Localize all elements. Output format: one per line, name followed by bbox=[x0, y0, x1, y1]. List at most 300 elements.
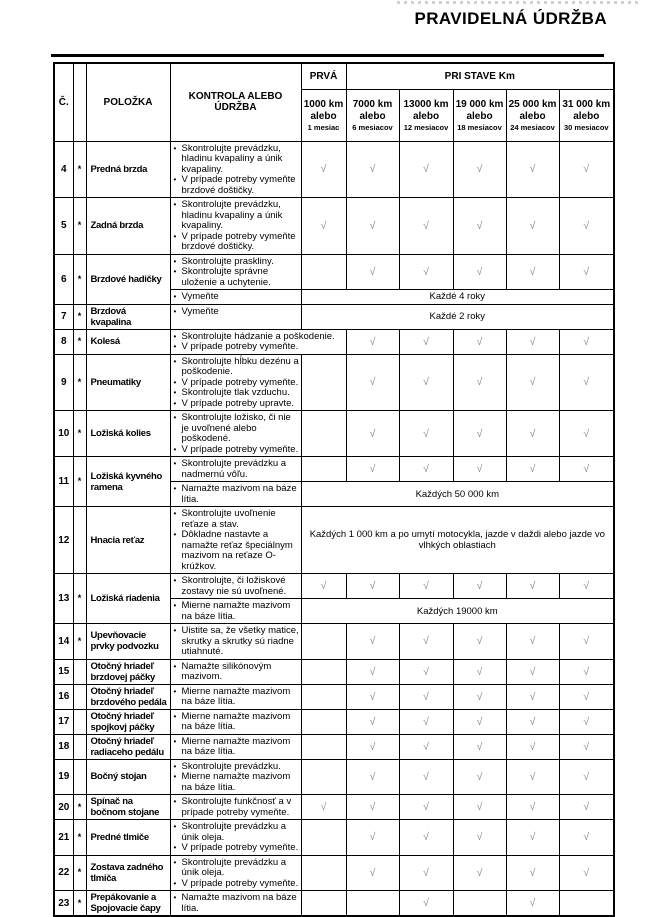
check-mark-cell: √ bbox=[453, 329, 506, 354]
check-mark-cell: √ bbox=[559, 759, 614, 795]
check-mark-cell: √ bbox=[346, 820, 399, 856]
check-mark-cell: √ bbox=[506, 795, 559, 820]
task-text: Skontrolujte prevádzku a nadmernú vôľu. bbox=[181, 458, 287, 480]
check-mark-cell: √ bbox=[346, 684, 399, 709]
star-marker-cell: * bbox=[73, 411, 86, 457]
header-star-column bbox=[73, 63, 86, 141]
page-title: PRAVIDELNÁ ÚDRŽBA bbox=[414, 9, 607, 28]
row-21 bbox=[54, 820, 614, 856]
star-marker-cell: * bbox=[73, 624, 86, 660]
check-mark-cell: √ bbox=[399, 820, 453, 856]
check-mark-cell: √ bbox=[559, 684, 614, 709]
empty-check-cell bbox=[346, 891, 399, 917]
bullet-icon: • bbox=[173, 356, 177, 366]
row-number-cell: 19 bbox=[54, 759, 73, 795]
task-text: Skontrolujte tlak vzduchu. bbox=[181, 387, 290, 398]
task-text: Skontrolujte prevádzku a únik oleja. bbox=[181, 821, 287, 843]
task-item bbox=[174, 232, 300, 253]
row-20 bbox=[54, 795, 614, 820]
check-mark-cell: √ bbox=[346, 329, 399, 354]
bullet-icon: • bbox=[173, 711, 177, 721]
maintenance-schedule-table bbox=[53, 62, 615, 917]
check-mark-cell: √ bbox=[506, 734, 559, 759]
bullet-icon: • bbox=[173, 267, 177, 276]
bullet-icon: • bbox=[173, 484, 177, 493]
task-item bbox=[174, 576, 300, 597]
check-mark-cell: √ bbox=[346, 624, 399, 660]
row-number-cell: 23 bbox=[54, 891, 73, 917]
row-19 bbox=[54, 759, 614, 795]
star-marker-cell bbox=[73, 659, 86, 684]
tasks-cell bbox=[170, 482, 301, 507]
check-mark-cell: √ bbox=[506, 457, 559, 482]
interval-span-cell: Každých 19000 km bbox=[301, 599, 614, 624]
tasks-cell bbox=[170, 457, 301, 482]
task-text: Namažte mazivom na báze lítia. bbox=[181, 892, 297, 914]
task-text: Namažte mazivom na báze lítia. bbox=[181, 483, 297, 505]
task-text: Skontrolujte uvoľnenie reťaze a stav. bbox=[181, 508, 276, 530]
table-body bbox=[54, 141, 614, 916]
task-text: Skontrolujte správne uloženie a uchytenie. bbox=[181, 266, 271, 288]
task-text: V prípade potreby vymeňte. bbox=[181, 877, 299, 889]
empty-check-cell bbox=[301, 684, 346, 709]
tasks-cell bbox=[170, 624, 301, 660]
task-item bbox=[174, 893, 300, 914]
item-cell: Upevňovacie prvky podvozku bbox=[86, 624, 170, 660]
task-text: V prípade potreby vymeňte. bbox=[181, 842, 299, 853]
task-text: V prípade potreby vymeňte brzdové doštičky. bbox=[181, 230, 296, 252]
empty-check-cell bbox=[301, 855, 346, 891]
check-mark-cell: √ bbox=[399, 855, 453, 891]
row-8 bbox=[54, 329, 614, 354]
task-text: Skontrolujte prevádzku. bbox=[181, 760, 281, 772]
item-cell: Bočný stojan bbox=[86, 759, 170, 795]
empty-check-cell bbox=[301, 354, 346, 411]
task-item bbox=[174, 399, 300, 410]
row-number-cell: 17 bbox=[54, 709, 73, 734]
task-item bbox=[174, 712, 300, 733]
task-item bbox=[174, 413, 300, 445]
check-mark-cell: √ bbox=[506, 411, 559, 457]
task-item bbox=[174, 737, 300, 758]
bullet-icon: • bbox=[173, 772, 177, 781]
task-item bbox=[174, 662, 300, 683]
star-marker-cell: * bbox=[73, 574, 86, 624]
item-cell: Kolesá bbox=[86, 329, 170, 354]
check-mark-cell: √ bbox=[453, 574, 506, 599]
check-mark-cell: √ bbox=[506, 759, 559, 795]
check-mark-cell: √ bbox=[559, 795, 614, 820]
task-text: Namažte silikónovým mazivom. bbox=[181, 660, 272, 682]
check-mark-cell: √ bbox=[346, 795, 399, 820]
check-mark-cell: √ bbox=[399, 624, 453, 660]
tasks-cell bbox=[170, 198, 301, 255]
task-item bbox=[174, 144, 300, 176]
task-text: Mierne namažte mazivom na báze lítia. bbox=[181, 685, 291, 707]
check-mark-cell: √ bbox=[453, 141, 506, 198]
task-item bbox=[174, 509, 300, 530]
row-number-cell: 9 bbox=[54, 354, 73, 411]
bullet-icon: • bbox=[173, 761, 177, 771]
row-11 bbox=[54, 457, 614, 482]
check-mark-cell: √ bbox=[559, 329, 614, 354]
empty-check-cell bbox=[301, 457, 346, 482]
check-mark-cell: √ bbox=[506, 820, 559, 856]
tasks-cell bbox=[170, 141, 301, 198]
check-mark-cell: √ bbox=[399, 659, 453, 684]
tasks-cell bbox=[170, 820, 301, 856]
check-mark-cell: √ bbox=[453, 855, 506, 891]
task-text: Dôkladne nastavte a namažte reťaz špeciálnym mazivom na reťaze O-krúžkov. bbox=[181, 529, 293, 572]
empty-check-cell bbox=[301, 709, 346, 734]
row-10 bbox=[54, 411, 614, 457]
task-item bbox=[174, 292, 300, 303]
interval-span-cell: Každé 2 roky bbox=[301, 304, 614, 329]
check-mark-cell: √ bbox=[399, 411, 453, 457]
check-mark-cell: √ bbox=[559, 457, 614, 482]
check-mark-cell: √ bbox=[346, 855, 399, 891]
star-marker-cell bbox=[73, 734, 86, 759]
task-item bbox=[174, 822, 300, 843]
row-16 bbox=[54, 684, 614, 709]
header-first-group: PRVÁ bbox=[301, 63, 346, 89]
table-header bbox=[54, 63, 614, 141]
tasks-cell bbox=[170, 290, 301, 305]
row-number-cell: 18 bbox=[54, 734, 73, 759]
task-text: Skontrolujte praskliny. bbox=[181, 255, 274, 267]
bullet-icon: • bbox=[173, 857, 177, 867]
interval-span-cell: Každé 4 roky bbox=[301, 290, 614, 305]
task-text: Uistite sa, že všetky matice, skrutky a skrutky sú riadne utiahnuté. bbox=[181, 625, 299, 657]
task-item bbox=[174, 601, 300, 622]
check-mark-cell: √ bbox=[301, 574, 346, 599]
check-mark-cell: √ bbox=[453, 659, 506, 684]
check-mark-cell: √ bbox=[399, 457, 453, 482]
check-mark-cell: √ bbox=[399, 254, 453, 290]
bullet-icon: • bbox=[173, 509, 177, 518]
bullet-icon: • bbox=[173, 306, 177, 316]
row-14 bbox=[54, 624, 614, 660]
check-mark-cell: √ bbox=[399, 198, 453, 255]
empty-check-cell bbox=[301, 820, 346, 856]
item-cell: Otočný hriadeľ brzdového pedála bbox=[86, 684, 170, 709]
row-number-cell: 14 bbox=[54, 624, 73, 660]
check-mark-cell: √ bbox=[453, 354, 506, 411]
row-22 bbox=[54, 855, 614, 891]
check-mark-cell: √ bbox=[506, 855, 559, 891]
tasks-cell bbox=[170, 734, 301, 759]
star-marker-cell bbox=[73, 709, 86, 734]
tasks-cell bbox=[170, 304, 301, 329]
check-mark-cell: √ bbox=[346, 709, 399, 734]
bullet-icon: • bbox=[173, 175, 177, 184]
check-mark-cell: √ bbox=[559, 709, 614, 734]
check-mark-cell: √ bbox=[399, 795, 453, 820]
header-interval-0: 1000 km alebo 1 mesiac bbox=[301, 89, 346, 141]
bullet-icon: • bbox=[173, 231, 177, 241]
check-mark-cell: √ bbox=[453, 624, 506, 660]
task-text: Skontrolujte funkčnosť a v prípade potreby vymeňte. bbox=[181, 796, 292, 818]
check-mark-cell: √ bbox=[453, 684, 506, 709]
check-mark-cell: √ bbox=[453, 457, 506, 482]
row-number-cell: 10 bbox=[54, 411, 73, 457]
header-state-group: PRI STAVE Km bbox=[346, 63, 614, 89]
task-text: V prípade potreby vymeňte brzdové doštičky. bbox=[181, 174, 296, 196]
item-cell: Zadná brzda bbox=[86, 198, 170, 255]
row-number-cell: 20 bbox=[54, 795, 73, 820]
check-mark-cell: √ bbox=[453, 254, 506, 290]
task-item bbox=[174, 530, 300, 572]
check-mark-cell: √ bbox=[506, 198, 559, 255]
task-item bbox=[174, 459, 300, 480]
row-number-cell: 21 bbox=[54, 820, 73, 856]
row-13 bbox=[54, 574, 614, 599]
task-item bbox=[174, 687, 300, 708]
empty-check-cell bbox=[301, 254, 346, 290]
task-text: V prípade potreby vymeňte. bbox=[181, 443, 299, 455]
task-text: Skontrolujte ložisko, či nie je uvoľnené alebo poškodené. bbox=[181, 412, 291, 444]
tasks-cell bbox=[170, 891, 301, 917]
empty-check-cell bbox=[301, 624, 346, 660]
empty-check-cell bbox=[301, 891, 346, 917]
check-mark-cell: √ bbox=[506, 354, 559, 411]
bullet-icon: • bbox=[173, 878, 177, 888]
bullet-icon: • bbox=[173, 331, 177, 341]
tasks-cell bbox=[170, 759, 301, 795]
star-marker-cell: * bbox=[73, 141, 86, 198]
item-cell: Predná brzda bbox=[86, 141, 170, 198]
check-mark-cell: √ bbox=[346, 659, 399, 684]
row-number-cell: 12 bbox=[54, 507, 73, 574]
tasks-cell bbox=[170, 599, 301, 624]
row-23 bbox=[54, 891, 614, 917]
check-mark-cell: √ bbox=[559, 198, 614, 255]
star-marker-cell: * bbox=[73, 457, 86, 507]
check-mark-cell: √ bbox=[399, 709, 453, 734]
item-cell: Ložiská kolies bbox=[86, 411, 170, 457]
tasks-cell bbox=[170, 574, 301, 599]
row-15 bbox=[54, 659, 614, 684]
check-mark-cell: √ bbox=[399, 734, 453, 759]
empty-check-cell bbox=[301, 659, 346, 684]
task-item bbox=[174, 797, 300, 818]
check-mark-cell: √ bbox=[559, 574, 614, 599]
check-mark-cell: √ bbox=[399, 891, 453, 917]
tasks-cell bbox=[170, 795, 301, 820]
bullet-icon: • bbox=[173, 413, 177, 422]
check-mark-cell: √ bbox=[346, 574, 399, 599]
bullet-icon: • bbox=[173, 661, 177, 671]
star-marker-cell: * bbox=[73, 354, 86, 411]
check-mark-cell: √ bbox=[346, 734, 399, 759]
task-text: V prípade potreby vymeňte. bbox=[181, 376, 299, 388]
check-mark-cell: √ bbox=[346, 411, 399, 457]
tasks-cell bbox=[170, 254, 301, 290]
check-mark-cell: √ bbox=[399, 759, 453, 795]
check-mark-cell: √ bbox=[399, 329, 453, 354]
item-cell: Otočný hriadeľ radiaceho pedálu bbox=[86, 734, 170, 759]
star-marker-cell: * bbox=[73, 891, 86, 917]
row-4 bbox=[54, 141, 614, 198]
task-item bbox=[174, 626, 300, 658]
row-number-cell: 13 bbox=[54, 574, 73, 624]
check-mark-cell: √ bbox=[453, 759, 506, 795]
check-mark-cell: √ bbox=[559, 624, 614, 660]
bullet-icon: • bbox=[173, 530, 177, 539]
row-6 bbox=[54, 254, 614, 290]
empty-check-cell bbox=[301, 411, 346, 457]
check-mark-cell: √ bbox=[346, 198, 399, 255]
item-cell: Otočný hriadeľ spojkovj páčky bbox=[86, 709, 170, 734]
star-marker-cell: * bbox=[73, 855, 86, 891]
check-mark-cell: √ bbox=[301, 795, 346, 820]
task-item bbox=[174, 879, 300, 890]
task-item bbox=[174, 445, 300, 456]
check-mark-cell: √ bbox=[506, 684, 559, 709]
task-text: Skontrolujte, či ložiskové zostavy nie sú uvoľnené. bbox=[181, 575, 287, 597]
item-cell: Pneumatiky bbox=[86, 354, 170, 411]
tasks-cell bbox=[170, 855, 301, 891]
check-mark-cell: √ bbox=[506, 141, 559, 198]
item-cell: Ložiská riadenia bbox=[86, 574, 170, 624]
bullet-icon: • bbox=[173, 797, 177, 806]
task-text: V prípade potreby vymeňte. bbox=[181, 341, 299, 352]
row-5 bbox=[54, 198, 614, 255]
bullet-icon: • bbox=[173, 256, 177, 266]
header-control: KONTROLA ALEBO ÚDRŽBA bbox=[170, 63, 301, 141]
bullet-icon: • bbox=[173, 292, 177, 301]
check-mark-cell: √ bbox=[559, 411, 614, 457]
header-number: Č. bbox=[54, 63, 73, 141]
bullet-icon: • bbox=[173, 576, 177, 585]
row-9 bbox=[54, 354, 614, 411]
task-text: Mierne namažte mazivom na báze lítia. bbox=[181, 771, 291, 793]
check-mark-cell: √ bbox=[559, 659, 614, 684]
bullet-icon: • bbox=[173, 601, 177, 610]
check-mark-cell: √ bbox=[559, 254, 614, 290]
task-item bbox=[174, 858, 300, 879]
header-interval-5: 31 000 km alebo 30 mesiacov bbox=[559, 89, 614, 141]
row-number-cell: 8 bbox=[54, 329, 73, 354]
check-mark-cell: √ bbox=[453, 709, 506, 734]
empty-check-cell bbox=[301, 759, 346, 795]
check-mark-cell: √ bbox=[559, 141, 614, 198]
check-mark-cell: √ bbox=[453, 411, 506, 457]
star-marker-cell bbox=[73, 507, 86, 574]
item-cell: Spínač na bočnom stojane bbox=[86, 795, 170, 820]
star-marker-cell: * bbox=[73, 198, 86, 255]
bullet-icon: • bbox=[173, 843, 177, 852]
row-number-cell: 7 bbox=[54, 304, 73, 329]
bullet-icon: • bbox=[173, 893, 177, 902]
row-number-cell: 5 bbox=[54, 198, 73, 255]
check-mark-cell: √ bbox=[399, 684, 453, 709]
check-mark-cell: √ bbox=[559, 820, 614, 856]
check-mark-cell: √ bbox=[559, 855, 614, 891]
task-text: Skontrolujte prevádzku a únik oleja. bbox=[181, 856, 287, 878]
task-item bbox=[174, 484, 300, 505]
check-mark-cell: √ bbox=[453, 795, 506, 820]
check-mark-cell: √ bbox=[399, 354, 453, 411]
star-marker-cell: * bbox=[73, 304, 86, 329]
star-marker-cell bbox=[73, 684, 86, 709]
item-cell: Hnacia reťaz bbox=[86, 507, 170, 574]
cropped-text-artifact bbox=[397, 1, 639, 4]
header-item: POLOŽKA bbox=[86, 63, 170, 141]
bullet-icon: • bbox=[173, 388, 177, 397]
task-text: Vymeňte bbox=[181, 291, 219, 302]
item-cell: Zostava zadného tlmiča bbox=[86, 855, 170, 891]
task-text: Mierne namažte mazivom na báze lítia. bbox=[181, 735, 291, 757]
item-cell: Ložiská kyvného ramena bbox=[86, 457, 170, 507]
check-mark-cell: √ bbox=[506, 891, 559, 917]
tasks-cell bbox=[170, 709, 301, 734]
check-mark-cell: √ bbox=[559, 734, 614, 759]
bullet-icon: • bbox=[173, 459, 177, 468]
task-text: Mierne namažte mazivom na báze lítia. bbox=[181, 710, 291, 732]
item-cell: Prepákovanie a Spojovacie čapy bbox=[86, 891, 170, 917]
header-interval-1: 7000 km alebo 6 mesiacov bbox=[346, 89, 399, 141]
check-mark-cell: √ bbox=[346, 254, 399, 290]
row-number-cell: 16 bbox=[54, 684, 73, 709]
star-marker-cell: * bbox=[73, 795, 86, 820]
task-text: Skontrolujte hádzanie a poškodenie. bbox=[181, 330, 335, 342]
tasks-cell bbox=[170, 354, 301, 411]
interval-span-cell: Každých 50 000 km bbox=[301, 482, 614, 507]
row-7 bbox=[54, 304, 614, 329]
check-mark-cell: √ bbox=[301, 141, 346, 198]
task-item bbox=[174, 772, 300, 793]
task-item bbox=[174, 267, 300, 288]
item-cell: Brzdová kvapalina bbox=[86, 304, 170, 329]
bullet-icon: • bbox=[173, 143, 177, 153]
star-marker-cell: * bbox=[73, 329, 86, 354]
check-mark-cell: √ bbox=[399, 141, 453, 198]
check-mark-cell: √ bbox=[346, 354, 399, 411]
check-mark-cell: √ bbox=[506, 709, 559, 734]
interval-span-cell: Každých 1 000 km a po umytí motocykla, jazde v daždi alebo jazde vo vlhkých oblastiach bbox=[301, 507, 614, 574]
bullet-icon: • bbox=[173, 342, 177, 351]
star-marker-cell: * bbox=[73, 820, 86, 856]
row-12 bbox=[54, 507, 614, 574]
check-mark-cell: √ bbox=[506, 329, 559, 354]
bullet-icon: • bbox=[173, 626, 177, 635]
check-mark-cell: √ bbox=[346, 457, 399, 482]
bullet-icon: • bbox=[173, 686, 177, 696]
task-item bbox=[174, 307, 300, 318]
task-item bbox=[174, 357, 300, 378]
check-mark-cell: √ bbox=[506, 659, 559, 684]
tasks-cell bbox=[170, 411, 301, 457]
tasks-cell bbox=[170, 684, 301, 709]
bullet-icon: • bbox=[173, 736, 177, 746]
check-mark-cell: √ bbox=[346, 141, 399, 198]
item-cell: Predné tlmiče bbox=[86, 820, 170, 856]
empty-check-cell bbox=[453, 891, 506, 917]
header-interval-3: 19 000 km alebo 18 mesiacov bbox=[453, 89, 506, 141]
check-mark-cell: √ bbox=[453, 820, 506, 856]
check-mark-cell: √ bbox=[559, 354, 614, 411]
bullet-icon: • bbox=[173, 822, 177, 831]
task-item bbox=[174, 843, 300, 854]
task-item bbox=[174, 175, 300, 196]
row-number-cell: 4 bbox=[54, 141, 73, 198]
check-mark-cell: √ bbox=[453, 198, 506, 255]
header-interval-2: 13000 km alebo 12 mesiacov bbox=[399, 89, 453, 141]
task-text: Vymeňte bbox=[181, 305, 219, 317]
row-17 bbox=[54, 709, 614, 734]
check-mark-cell: √ bbox=[399, 574, 453, 599]
